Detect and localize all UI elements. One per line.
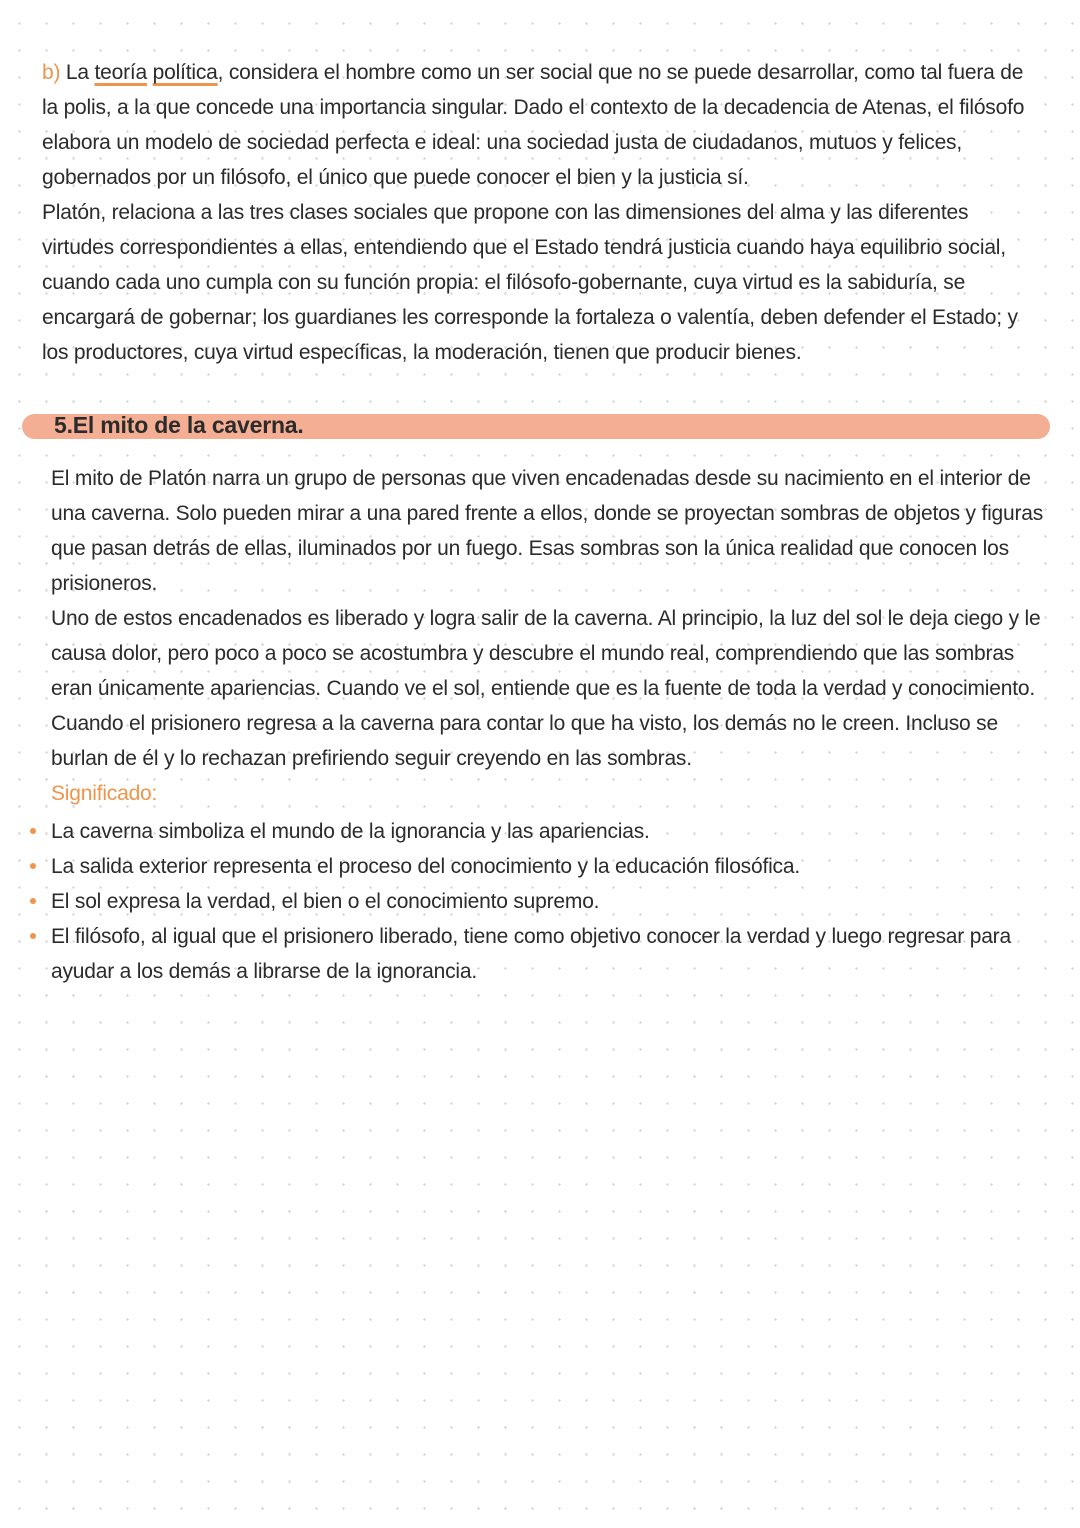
list-item: La salida exterior representa el proceso del conocimiento y la educación filosófica. (30, 849, 1040, 884)
meaning-bullet-list (30, 814, 1040, 989)
section-5-paragraph-1: El mito de Platón narra un grupo de personas que viven encadenadas desde su nacimiento en el interior de una caverna. Solo pueden mirar a una pared frente a ellos, donde se proyectan sombras de objetos y figuras que pasan detrás de ellas, iluminados por un fuego. Esas sombras son la única realidad que conocen los prisioneros. (51, 467, 1044, 595)
list-item: La caverna simboliza el mundo de la ignorancia y las apariencias. (30, 814, 1040, 849)
section-b-paragraph-2: Platón, relaciona a las tres clases sociales que propone con las dimensiones del alma y las diferentes virtudes correspondientes a ellas, entendiendo que el Estado tendrá justicia cuando haya equilibrio social, cuando cada uno cumpla con su función propia: el filósofo-gobernante, cuya virtud es la sabiduría, se encargará de gobernar; los guardianes les corresponde la fortaleza o valentía, deben defender el Estado; y los productores, cuya virtud específicas, la moderación, tienen que producir bienes. (42, 201, 1018, 364)
section-5-paragraph-3: Cuando el prisionero regresa a la caverna para contar lo que ha visto, los demás no le creen. Incluso se burlan de él y lo rechazan prefiriendo seguir creyendo en las sombras. (51, 712, 998, 770)
bullet-dot-icon (30, 863, 36, 869)
term-teoria: teoría (94, 61, 148, 84)
section-5-heading: 5.El mito de la caverna. (54, 412, 304, 438)
section-b-label: b) (42, 61, 61, 84)
meaning-label: Significado: (51, 782, 158, 805)
section-b-political-theory (42, 55, 1042, 370)
section-b-lead: La (60, 61, 95, 84)
section-5-paragraph-2: Uno de estos encadenados es liberado y logra salir de la caverna. Al principio, la luz del sol le deja ciego y le causa dolor, pero poco a poco se acostumbra y descubre el mundo real, comprendiendo que las sombras eran únicamente apariencias. Cuando ve el sol, entiende que es la fuente de toda la verdad y conocimiento. (51, 607, 1041, 700)
section-5-body (51, 461, 1046, 811)
bullet-dot-icon (30, 933, 36, 939)
term-politica: política (152, 61, 218, 84)
bullet-dot-icon (30, 828, 36, 834)
list-item: El sol expresa la verdad, el bien o el conocimiento supremo. (30, 884, 1040, 919)
list-item: El filósofo, al igual que el prisionero liberado, tiene como objetivo conocer la verdad y luego regresar para ayudar a los demás a librarse de la ignorancia. (30, 919, 1040, 989)
bullet-dot-icon (30, 898, 36, 904)
section-b-intro: , considera el hombre como un ser social que no se puede desarrollar, como tal fuera de la polis, a la que concede una importancia singular. Dado el contexto de la decadencia de Atenas, el filósofo elabora un modelo de sociedad perfecta e ideal: una sociedad justa de ciudadanos, mutuos y felices, gobernados por un filósofo, el único que puede conocer el bien y la justicia sí. (42, 61, 1025, 189)
